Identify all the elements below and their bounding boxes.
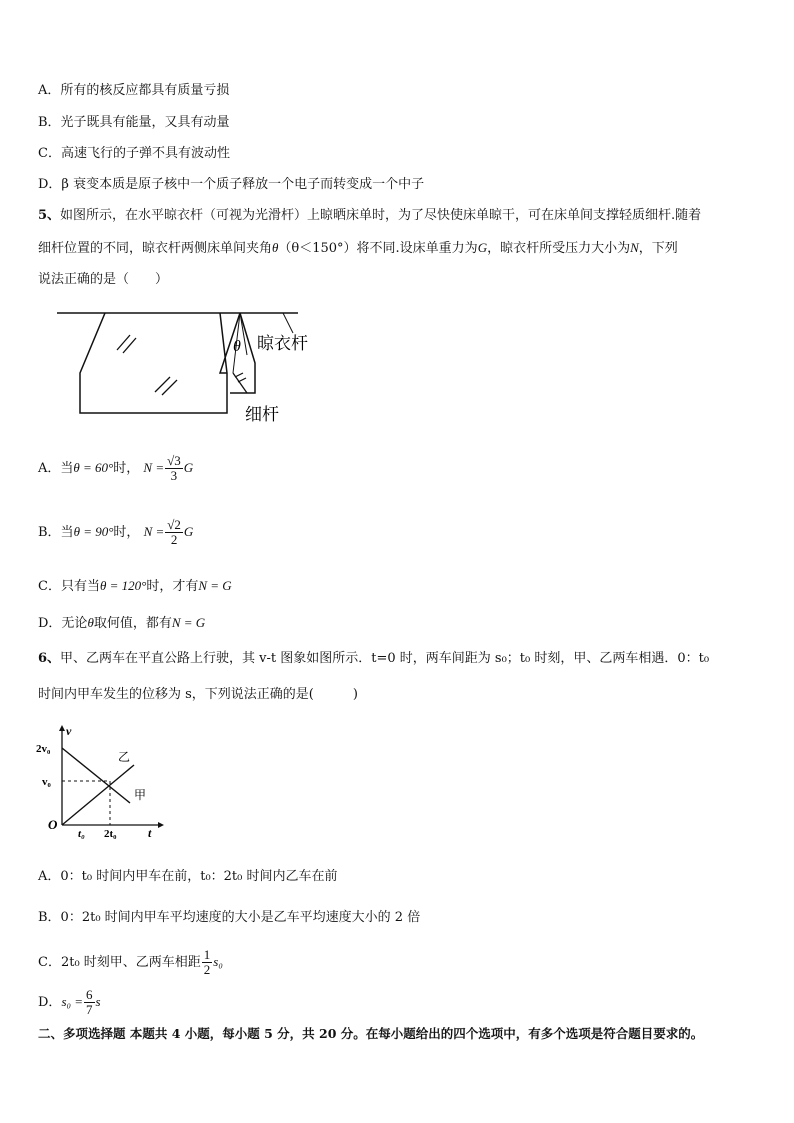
q5-option-d: [38, 614, 205, 633]
q5-fig-theta: θ: [233, 338, 241, 355]
q6-stem-line2: 时间内甲车发生的位移为 s，下列说法正确的是( ): [38, 687, 358, 702]
q5-a-mid: 时，: [113, 461, 140, 476]
q6-d-label: D．: [38, 995, 62, 1010]
label-jia: 甲: [134, 788, 147, 802]
q6-option-b: B．0：2t₀ 时间内甲车平均速度的大小是乙车平均速度大小的 2 倍: [38, 910, 421, 925]
q6-option-a: A．0：t₀ 时间内甲车在前，t₀：2t₀ 时间内乙车在前: [38, 869, 338, 884]
q5-theta: θ: [272, 240, 279, 255]
q5-fig-rod-label: 晾衣杆: [257, 334, 308, 354]
q6-stem-text-1: 甲、乙两车在平直公路上行驶，其 v-t 图象如图所示．t=0 时，两车间距为 s₀；t₀ 时刻，甲、乙两车相遇．0：t₀: [60, 651, 710, 666]
q5-option-b: [38, 514, 193, 551]
q6-option-d: [38, 984, 101, 1021]
q5-option-a: [38, 450, 193, 487]
q5-number: 5、: [38, 208, 61, 223]
q5-c-cond: θ = 120°: [99, 578, 147, 593]
q5-b-frac: [165, 518, 183, 547]
q5-b-lhs: N =: [143, 524, 165, 539]
v-axis-label: v: [66, 725, 72, 738]
q5-stem-text-2d: ，下列: [638, 241, 678, 256]
q5-stem-line2: [38, 239, 678, 258]
q6-d-s: s: [95, 994, 101, 1009]
q5-d-cond: θ: [87, 615, 94, 630]
q6-d-num: 6: [86, 987, 93, 1002]
label-yi: 乙: [118, 750, 131, 764]
q5-stem-text-2a: 细杆位置的不同，晾衣杆两侧床单间夹角: [38, 241, 273, 256]
q5-theta-range: （θ＜150°）: [278, 241, 357, 256]
q6-c-den: 2: [203, 962, 211, 977]
option-a-prev: A．所有的核反应都具有质量亏损: [38, 83, 230, 98]
q5-b-den: 2: [170, 532, 178, 547]
q5-a-lhs: N =: [143, 460, 165, 475]
option-d-prev: D．β 衰变本质是原子核中一个质子释放一个电子而转变成一个中子: [38, 177, 425, 192]
q6-stem-line1: [38, 650, 709, 668]
q6-c-s0: s₀: [213, 954, 223, 969]
option-c-prev: C．高速飞行的子弹不具有波动性: [38, 146, 230, 161]
sheet-outline: [80, 313, 227, 413]
q5-N: N: [630, 240, 639, 255]
q6-number: 6、: [38, 651, 61, 666]
q5-c-mid: 时，才有: [146, 579, 199, 594]
q6-option-c: [38, 944, 223, 981]
origin-label: O: [48, 817, 58, 832]
q5-c-eq: N = G: [198, 578, 232, 593]
tick-v0: v₀: [42, 776, 51, 788]
q6-d-frac: [84, 988, 95, 1017]
q5-d-mid: 取何值，都有: [93, 616, 172, 631]
q6-c-num: 1: [203, 947, 211, 962]
section2-heading: 二、多项选择题 本题共 4 小题，每小题 5 分，共 20 分。在每小题给出的四个选项中，有多个选项是符合题目要求的。: [38, 1026, 704, 1041]
q6-c-frac: [202, 948, 213, 977]
q5-stem-line3: 说法正确的是（ ）: [38, 272, 169, 287]
q5-stem-line1: [38, 207, 701, 225]
q5-b-rhs: G: [183, 524, 194, 539]
q5-option-c: [38, 577, 232, 596]
t-axis-label: t: [148, 826, 152, 840]
q5-a-num: √3: [167, 453, 181, 468]
q6-c-text: C．2t₀ 时刻甲、乙两车相距: [38, 955, 201, 970]
q6-d-lhs: s₀ =: [61, 994, 84, 1009]
q5-b-cond: θ = 90°: [73, 524, 114, 539]
q5-b-num: √2: [167, 517, 181, 532]
line-yi: [62, 765, 134, 825]
q5-a-label: A．当: [38, 461, 74, 476]
q5-a-den: 3: [170, 468, 178, 483]
q5-a-frac: [165, 454, 183, 483]
q5-a-cond: θ = 60°: [73, 460, 114, 475]
q5-c-label: C．只有当: [38, 579, 100, 594]
q5-b-label: B．当: [38, 525, 74, 540]
option-b-prev: B．光子既具有能量，又具有动量: [38, 115, 230, 130]
tick-2t0: 2t₀: [104, 828, 117, 840]
q5-a-rhs: G: [183, 460, 194, 475]
tick-2v0: 2v₀: [36, 743, 51, 755]
q6-vt-figure: [30, 725, 170, 840]
q5-G: G: [477, 240, 488, 255]
q5-fig-thin-rod-label: 细杆: [245, 405, 279, 425]
q5-figure: [55, 305, 335, 430]
q5-b-mid: 时，: [113, 525, 140, 540]
q5-stem-text-2c: ，晾衣杆所受压力大小为: [487, 241, 631, 256]
q5-d-label: D．无论: [38, 616, 88, 631]
q5-stem-text-1: 如图所示，在水平晾衣杆（可视为光滑杆）上晾晒床单时，为了尽快使床单晾干，可在床单间支撑轻质细杆.随着: [60, 208, 702, 223]
q5-stem-text-2b: 将不同.设床单重力为: [356, 241, 478, 256]
q6-d-den: 7: [86, 1002, 93, 1017]
tick-t0: t₀: [78, 828, 85, 840]
thin-rod: [233, 373, 247, 393]
q5-d-eq: N = G: [171, 615, 206, 630]
